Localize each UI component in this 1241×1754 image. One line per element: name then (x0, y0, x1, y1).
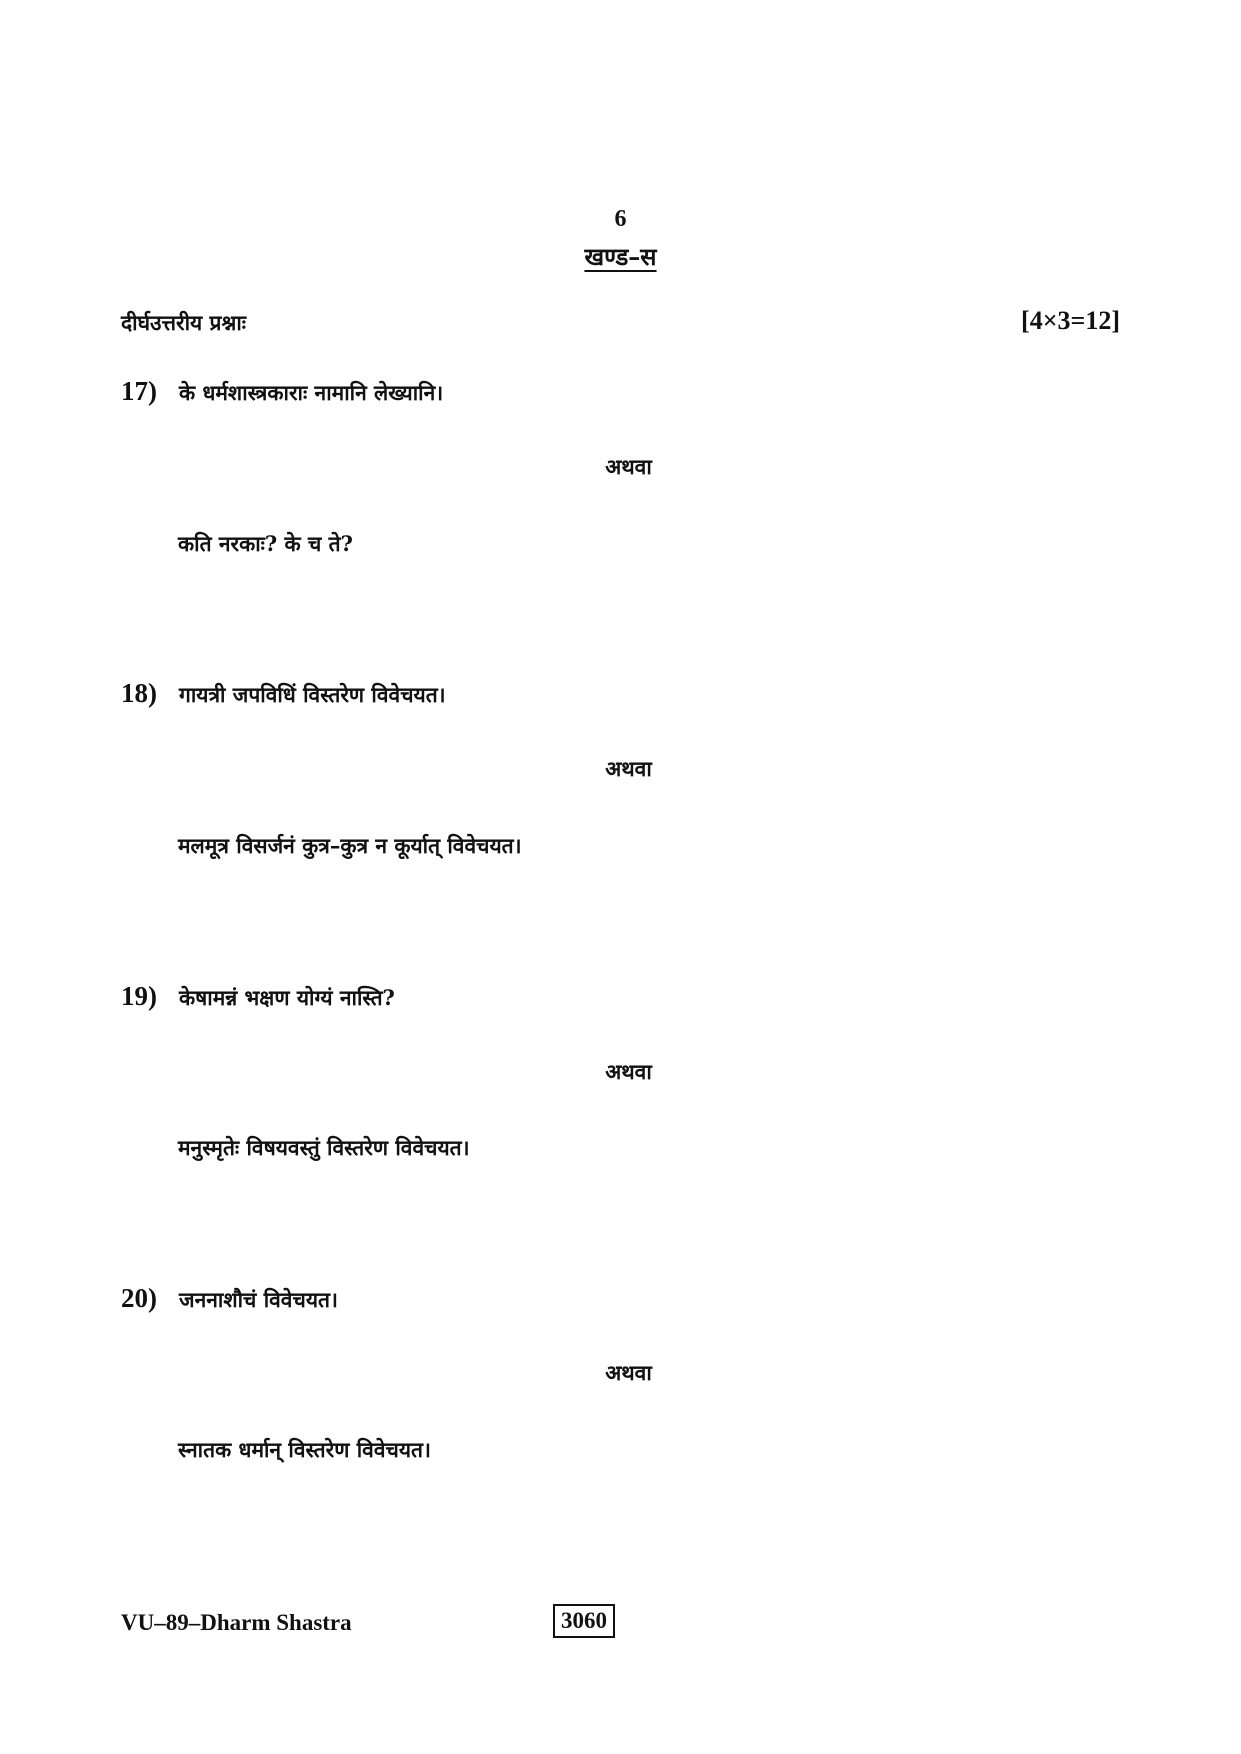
marks-allocation: [4×3=12] (1021, 306, 1120, 335)
paper-code: VU–89–Dharm Shastra (121, 1610, 352, 1635)
question-number: 20) (121, 1283, 157, 1313)
or-divider (0, 1359, 1241, 1387)
or-divider (0, 755, 1241, 783)
question-text: जननाशौचं विवेचयत। (179, 1287, 338, 1312)
question-number: 18) (121, 678, 157, 708)
or-label: अथवा (605, 756, 652, 781)
alternative-question: मनुस्मृतेः विषयवस्तुं विस्तरेण विवेचयत। (178, 1135, 470, 1160)
or-label: अथवा (605, 1059, 652, 1084)
question-text: के धर्मशास्त्रकाराः नामानि लेख्यानि। (179, 380, 444, 405)
section-title: खण्ड–स (584, 242, 657, 271)
or-label: अथवा (605, 1360, 652, 1385)
question-text: गायत्री जपविधिं विस्तरेण विवेचयत। (179, 682, 446, 707)
booklet-number-box: 3060 (553, 1604, 615, 1638)
or-divider (0, 453, 1241, 481)
question-17 (121, 376, 443, 407)
question-18 (121, 678, 446, 709)
alternative-question: स्नातक धर्मान् विस्तरेण विवेचयत। (178, 1437, 431, 1462)
question-number: 17) (121, 376, 157, 406)
or-divider (0, 1058, 1241, 1086)
question-text: केषामन्नं भक्षण योग्यं नास्ति? (179, 985, 395, 1010)
instructions-label: दीर्घउत्तरीय प्रश्नाः (121, 310, 247, 335)
alternative-question: मलमूत्र विसर्जनं कुत्र–कुत्र न कूर्यात् विवेचयत। (178, 833, 522, 858)
question-20 (121, 1283, 338, 1314)
or-label: अथवा (605, 454, 652, 479)
question-19 (121, 981, 395, 1012)
alternative-question: कति नरकाः? के च ते? (178, 531, 353, 556)
page-number: 6 (614, 206, 627, 232)
question-number: 19) (121, 981, 157, 1011)
